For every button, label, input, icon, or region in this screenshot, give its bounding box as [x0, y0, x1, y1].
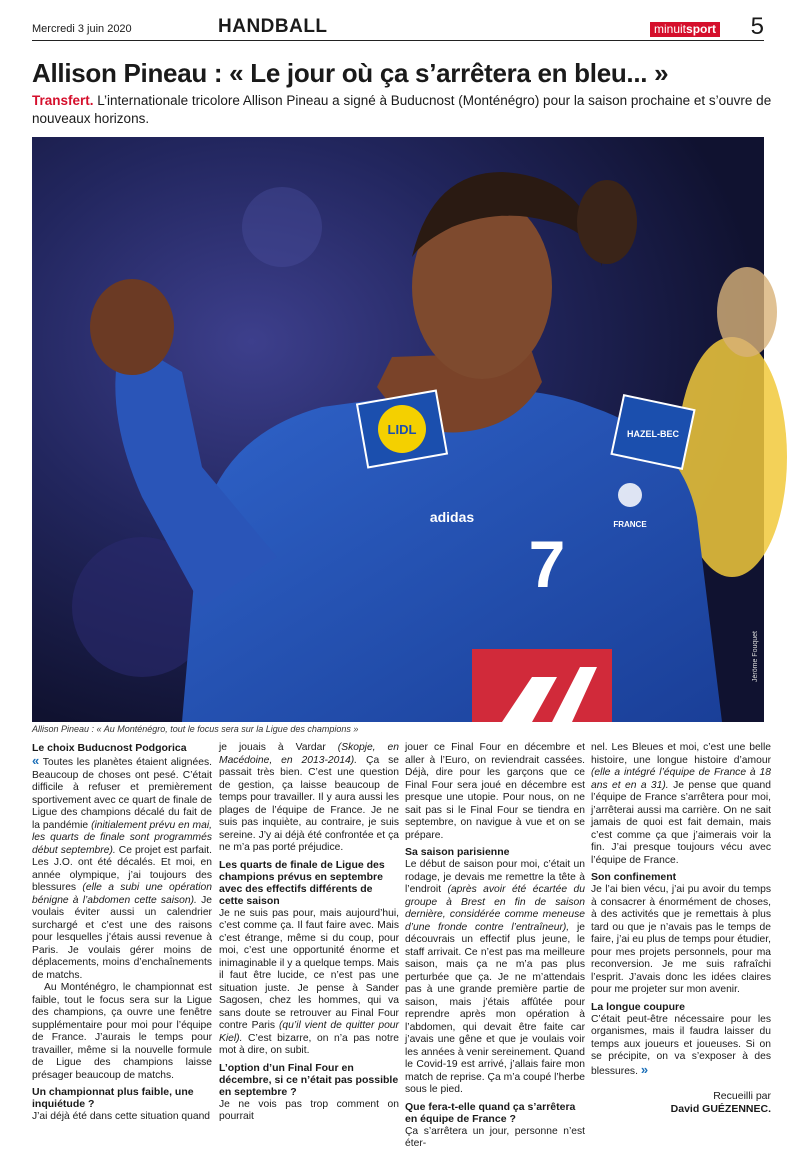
player-fist	[90, 279, 174, 375]
paragraph: je jouais à Vardar (Skopje, en Macédoine, en 2013-2014). Ça se passait très bien. C’est une question de gestion, ça laisse beaucoup de temps pour travailler. Il y aura aussi les plages de l’équipe de France. Je ne suis pas inquiète, au contraire, je suis sereine. J’y ai déjà été confrontée et ça ne m’a pas porté préjudice.	[219, 742, 399, 853]
headline: Allison Pineau : « Le jour où ça s’arrêtera en bleu... »	[32, 58, 669, 88]
ffhb-crest-icon	[618, 483, 642, 507]
section-title: HANDBALL	[218, 16, 328, 37]
paragraph: Je ne suis pas pour, mais aujourd’hui, c’est comme ça. Il faut faire avec. Mais c’est étrange, même si du coup, pour moi, c’est une opportunité énorme et inimaginable il y a quelque temps. Mais il faut être lucide, ce n’est pas une situation juste. Je pense à Sander Sagosen, chez les hommes, qui va sans doute se retrouver au Final Four contre Paris (qu’il vient de quitter pour Kiel). C’est bizarre, on n’a pas notre mot à dire, on subit.	[219, 907, 399, 1056]
subhead: Les quarts de finale de Ligue des champions prévus en septembre avec des effectifs différents de cette saison	[219, 858, 385, 907]
subhead: Sa saison parisienne	[405, 846, 510, 858]
standfirst-kicker: Transfert.	[32, 93, 94, 108]
paragraph: Ça s’arrêtera un jour, personne n’est éter-	[405, 1125, 585, 1149]
subhead: Un championnat plus faible, une inquiétude ?	[32, 1086, 194, 1110]
lead-photo	[32, 137, 764, 722]
photo-credit: Jérôme Fouquet	[752, 631, 759, 682]
paragraph: « Toutes les planètes étaient alignées. Beaucoup de choses ont pesé. C’était difficile à refuser et premièrement sportivement avec ce quart de finale de Ligue des champions décalé du fait de la pandémie (initialement prévu en mai, les quarts de finale sont programmés début septembre). Ce projet est parfait. Les J.O. ont été décalés. Et moi, en année olympique, j’ai toujours des blessures (elle a subi une opération bénigne à l’abdomen cette saison). Je voulais éviter aussi un calendrier surchargé et c’est une des raisons pour lesquelles j’étais aussi revenue à Paris. Je voulais gérer moins de déplacements, moins d’enchaînements de matchs.	[32, 753, 212, 981]
page-number: 5	[750, 13, 764, 40]
byline-label: Recueilli par	[713, 1090, 771, 1102]
player-illustration	[32, 137, 764, 722]
player-ponytail	[577, 180, 637, 264]
quote-open-icon: «	[32, 753, 40, 768]
paragraph: Je l’ai bien vécu, j’ai pu avoir du temps à consacrer à énormément de choses, à des activités que je remettais à plus tard ou que je n’avais pas le temps de faire, j’ai eu plus de temps pour étudier, pour mes projets personnels, pour ma reconversion. Je me suis rafraîchi l’esprit. J’avais donc les idées claires pour me projeter sur mon avenir.	[591, 884, 771, 995]
standfirst-text: L’internationale tricolore Allison Pineau a signé à Buducnost (Monténégro) pour la saison prochaine et s’ouvre de nouveaux horizons.	[32, 93, 772, 126]
crest-label: FRANCE	[613, 520, 647, 529]
brand-logo	[650, 22, 720, 37]
jersey-number: 7	[528, 527, 566, 601]
photo-caption: Allison Pineau : « Au Monténégro, tout le focus sera sur la Ligue des champions »	[32, 724, 359, 734]
subhead: Le choix Buducnost Podgorica	[32, 742, 187, 754]
lidl-sponsor-patch	[357, 391, 447, 468]
paragraph: Je ne vois pas trop comment on pourrait	[219, 1098, 399, 1122]
brand-logo-part-b: sport	[686, 22, 717, 36]
quote-close-icon: »	[640, 1061, 649, 1077]
issue-date: Mercredi 3 juin 2020	[32, 23, 132, 35]
article-column-3	[405, 742, 585, 1149]
arena-light	[242, 187, 322, 267]
adidas-logo: adidas	[429, 509, 475, 525]
teammate-blurred-head	[717, 267, 777, 357]
standfirst	[32, 92, 772, 128]
paragraph: Au Monténégro, le championnat est faible, tout le focus sera sur la Ligue des champions, ça ouvre une fenêtre supplémentaire pour moi pour l’équipe de France. J’aurais le temps pour travailler, même si la nouvelle formule de Ligue des champions laisse présager beaucoup de matchs.	[32, 982, 212, 1081]
subhead: Son confinement	[591, 871, 677, 883]
subhead: La longue coupure	[591, 1000, 685, 1013]
paragraph: jouer ce Final Four en décembre et aller à l’Euro, on reviendrait cassées. Déjà, dire pour les garçons que ce Final Four sera joué en décembre est presque une utopie. Pour nous, on ne sait pas si le Final Four se tiendra en septembre, on navigue à vue et on se prépare.	[405, 742, 585, 841]
byline-author: David GUÉZENNEC.	[670, 1103, 771, 1115]
paragraph: J’ai déjà été dans cette situation quand	[32, 1111, 211, 1122]
article-column-4	[591, 742, 771, 1115]
subhead: L’option d’un Final Four en décembre, si ce n’était pas possible en septembre ?	[219, 1061, 399, 1098]
byline	[591, 1090, 771, 1116]
svg-text:HAZEL-BEC: HAZEL-BEC	[627, 429, 679, 439]
paragraph: nel. Les Bleues et moi, c’est une belle histoire, une longue histoire d’amour (elle a intégré l’équipe de France à 18 ans et en a 31). Je pense que quand l’équipe de France s’arrêtera pour moi, j’arrêterai aussi ma carrière. On ne sait jamais de quoi est fait demain, mais c’est comme ça que j’aimerais voir la fin. J’ai presque toujours vécu avec l’équipe de France.	[591, 742, 771, 866]
paragraph: Le début de saison pour moi, c’était un rodage, je devais me remettre la tête à l’endroit (après avoir été écartée du groupe à Brest en fin de saison dernière, considérée comme meneuse d’une fronde contre l’entraîneur), je découvrais un effectif plus jeune, le staff arrivait. Ce n’est pas ma meilleure saison, mais ça ne m’a pas plus perturbée que ça. Je ne m’attendais pas à une grande première partie de saison, mais j’étais affûtée pour reprendre après mon opération à l’abdomen, qui devait être faite car j’avais une gêne et que je voulais voir les années à venir sereinement. Quand le Covid-19 est arrivé, j’allais faire mon match de reprise. Ça m’a coupé l’herbe sous le pied.	[405, 859, 585, 1095]
paragraph: C’était peut-être nécessaire pour les organismes, mais il faudra laisser du temps aux joueurs et joueuses. Si on se précipite, on va s’exposer à des blessures. »	[591, 1013, 771, 1077]
article-column-1	[32, 742, 212, 1122]
masthead	[32, 13, 764, 41]
svg-text:LIDL: LIDL	[387, 422, 417, 437]
brand-logo-part-a: minuit	[654, 22, 687, 36]
article-column-2	[219, 742, 399, 1122]
subhead: Que fera-t-elle quand ça s’arrêtera en équipe de France ?	[405, 1100, 576, 1125]
